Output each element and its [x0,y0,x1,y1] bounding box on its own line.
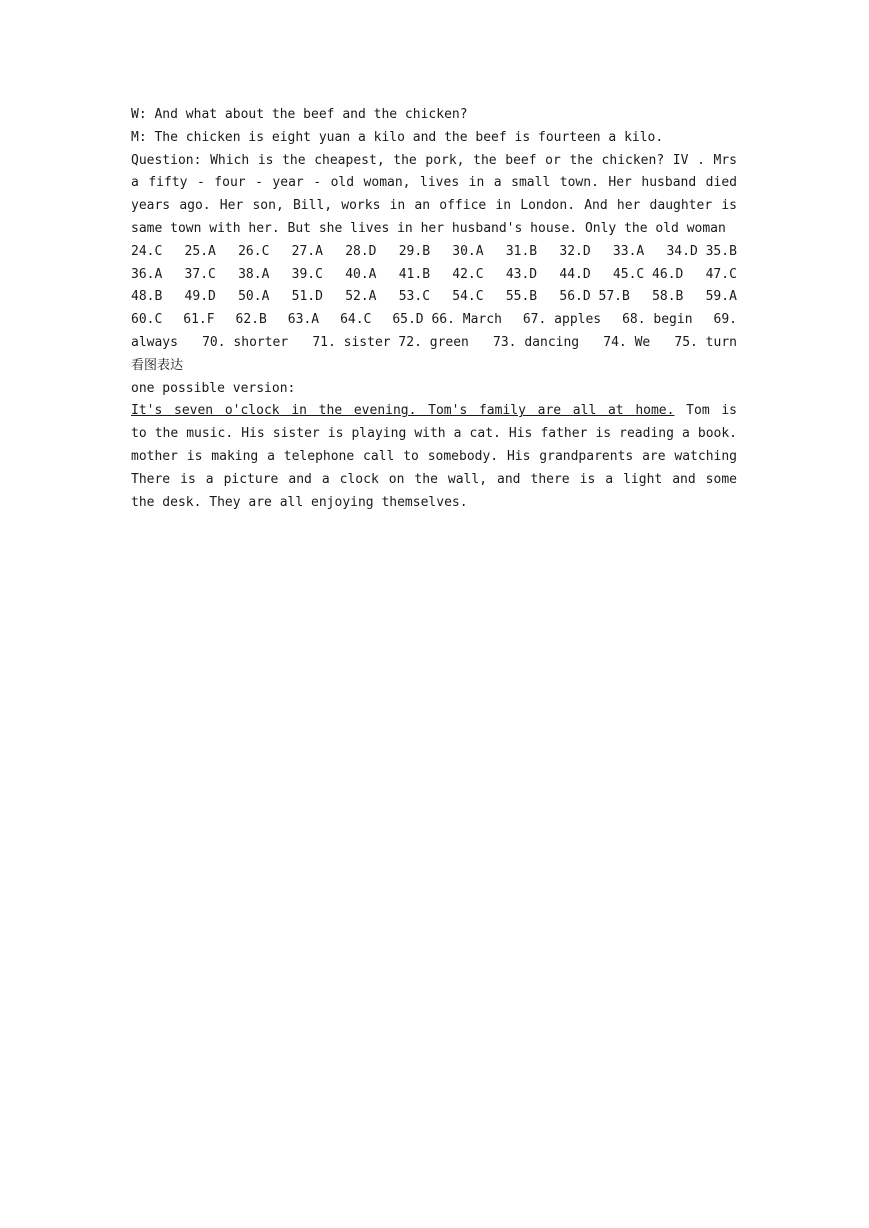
answer-item: 48.B [131,289,163,305]
dialogue-line-w: W: And what about the beef and the chicken? [131,107,468,122]
answer-item: 34.D 35.B [666,243,737,259]
answer-item: 36.A [131,266,163,282]
answer-item: 60.C [131,312,163,328]
answer-item: 63.A [287,312,320,328]
answer-item: 44.D [559,266,591,282]
answer-item: 29.B [398,243,431,259]
essay-line-1-rest: Tom is [686,403,737,419]
answer-item: 47.C [705,266,737,282]
answer-item: 53.C [398,289,431,305]
answer-item: 24.C [131,243,163,259]
answer-item: 65.D 66. March [392,312,502,328]
answer-item: 68. begin [622,312,693,328]
answer-item: 25.A [184,243,216,259]
dialogue-line-m: M: The chicken is eight yuan a kilo and the beef is fourteen a kilo. [131,129,664,145]
answer-item: 62.B [235,312,267,328]
answer-item: 41.B [398,266,431,282]
answer-row-2 [131,264,737,287]
answer-item: 45.C 46.D [612,266,684,282]
answer-item: 43.D [505,266,538,282]
answer-item: 58.B [652,289,684,305]
answer-item: 67. apples [522,312,602,328]
answer-row-4 [131,309,737,332]
answer-item: 59.A [705,289,737,305]
answer-item: 38.A [238,266,270,282]
answer-item: 74. We [603,334,651,350]
answer-item: 56.D 57.B [559,289,630,305]
answer-item: 32.D [559,243,591,259]
answer-row-5 [131,332,737,355]
essay-opening-sentence: It's seven o'clock in the evening. Tom's family are all at home. [131,403,675,419]
passage-line-1: a fifty - four - year - old woman, lives in a small town. Her husband died [131,175,737,191]
answer-item: 61.F [183,312,215,328]
answer-item: 30.A [452,243,484,259]
answer-item: 70. shorter [202,334,289,350]
answer-item: 75. turn [674,334,737,350]
essay-line-1 [131,400,737,423]
essay-line-5: the desk. They are all enjoying themselves. [131,494,468,510]
answer-row-1 [131,241,737,264]
answer-item: 52.A [345,289,377,305]
question-line: Question: Which is the cheapest, the pork, the beef or the chicken? IV . Mrs [131,152,737,168]
document-page [131,104,737,514]
answer-item: 73. dancing [493,334,580,350]
answer-item: 51.D [291,289,323,305]
answer-item: 54.C [452,289,484,305]
answer-item: 28.D [345,243,377,259]
answer-item: 37.C [184,266,216,282]
section-heading: 看图表达 [131,357,184,373]
passage-line-2: years ago. Her son, Bill, works in an office in London. And her daughter is [131,198,737,214]
essay-line-4: There is a picture and a clock on the wall, and there is a light and some [131,471,737,487]
answer-item: 55.B [505,289,538,305]
answer-item: 50.A [238,289,270,305]
answer-item: 27.A [291,243,323,259]
answer-item: 42.C [452,266,484,282]
answer-item: 31.B [505,243,538,259]
answer-row-3 [131,286,737,309]
answer-item: always [131,334,178,350]
answer-item: 26.C [238,243,270,259]
answer-item: 69. [713,312,737,328]
answer-item: 64.C [340,312,372,328]
answer-item: 49.D [184,289,216,305]
essay-line-2: to the music. His sister is playing with a cat. His father is reading a book. [131,426,737,442]
answer-item: 33.A [612,243,645,259]
version-label: one possible version: [131,380,296,396]
answer-item: 71. sister 72. green [312,334,469,350]
essay-line-3: mother is making a telephone call to somebody. His grandparents are watching [131,448,737,464]
answer-item: 39.C [291,266,323,282]
passage-line-3: same town with her. But she lives in her husband's house. Only the old woman [131,220,726,236]
answer-item: 40.A [345,266,377,282]
